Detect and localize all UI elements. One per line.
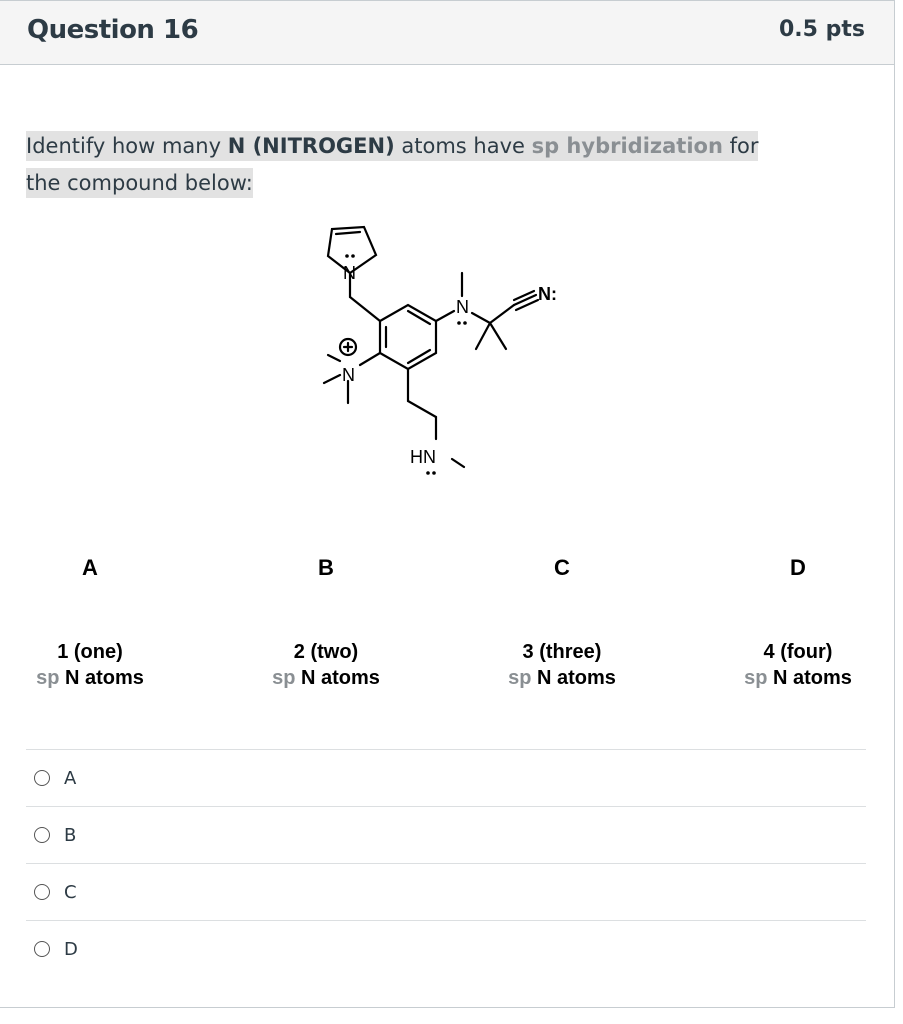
radio-button[interactable] [34, 770, 50, 786]
prompt-sp-hybridization: sp hybridization [531, 134, 723, 158]
atom-label-ammonium-n: N [342, 365, 355, 385]
choice-sp: sp [744, 667, 768, 689]
question-points: 0.5 pts [779, 17, 865, 42]
choice-suffix: N atoms [537, 667, 616, 689]
question-header [0, 1, 894, 65]
prompt-bold-nitrogen: N (NITROGEN) [227, 134, 395, 158]
prompt-text-1: Identify how many [26, 134, 228, 158]
choice-count: 4 (four) [763, 641, 833, 663]
benzene-ring [380, 305, 436, 369]
question-prompt [26, 128, 776, 202]
answer-label[interactable]: D [64, 939, 78, 960]
question-title: Question 16 [27, 15, 199, 45]
choice-suffix: N atoms [301, 667, 380, 689]
choice-letter: D [790, 555, 806, 580]
radio-button[interactable] [34, 884, 50, 900]
radio-button[interactable] [34, 827, 50, 843]
choice-desc [236, 639, 416, 691]
choice-count: 3 (three) [522, 641, 602, 663]
prompt-text-2: atoms have [394, 134, 532, 158]
answer-label[interactable]: C [64, 882, 77, 903]
answer-label[interactable]: B [64, 825, 77, 846]
answer-option-d[interactable] [26, 920, 866, 977]
atom-label-amine-n: N [456, 297, 469, 317]
choice-desc [0, 639, 180, 691]
choice-letter: C [554, 555, 570, 580]
choice-count: 2 (two) [293, 641, 359, 663]
choice-suffix: N atoms [65, 667, 144, 689]
answer-option-a[interactable] [26, 749, 866, 806]
molecule-structure [300, 211, 600, 491]
choice-desc [708, 639, 888, 691]
choice-col-a [0, 549, 180, 689]
atom-label-nitrile-n: N: [538, 284, 557, 304]
choice-col-c [472, 549, 652, 689]
choice-sp: sp [272, 667, 296, 689]
choice-col-b [236, 549, 416, 689]
choice-col-d [708, 549, 888, 689]
choice-desc [472, 639, 652, 691]
atom-label-hn: HN [410, 447, 436, 467]
answer-option-c[interactable] [26, 863, 866, 920]
choice-sp: sp [36, 667, 60, 689]
choice-letter: B [318, 555, 334, 580]
prompt-text-3: for the compound below: [26, 134, 759, 195]
choice-sp: sp [508, 667, 532, 689]
answer-label[interactable]: A [64, 768, 77, 789]
choice-letter: A [82, 555, 98, 580]
answer-option-b[interactable] [26, 806, 866, 863]
choice-suffix: N atoms [773, 667, 852, 689]
choice-count: 1 (one) [57, 641, 123, 663]
radio-button[interactable] [34, 941, 50, 957]
atom-label-pyrrole-n: N [343, 263, 356, 283]
answer-list [26, 749, 866, 977]
